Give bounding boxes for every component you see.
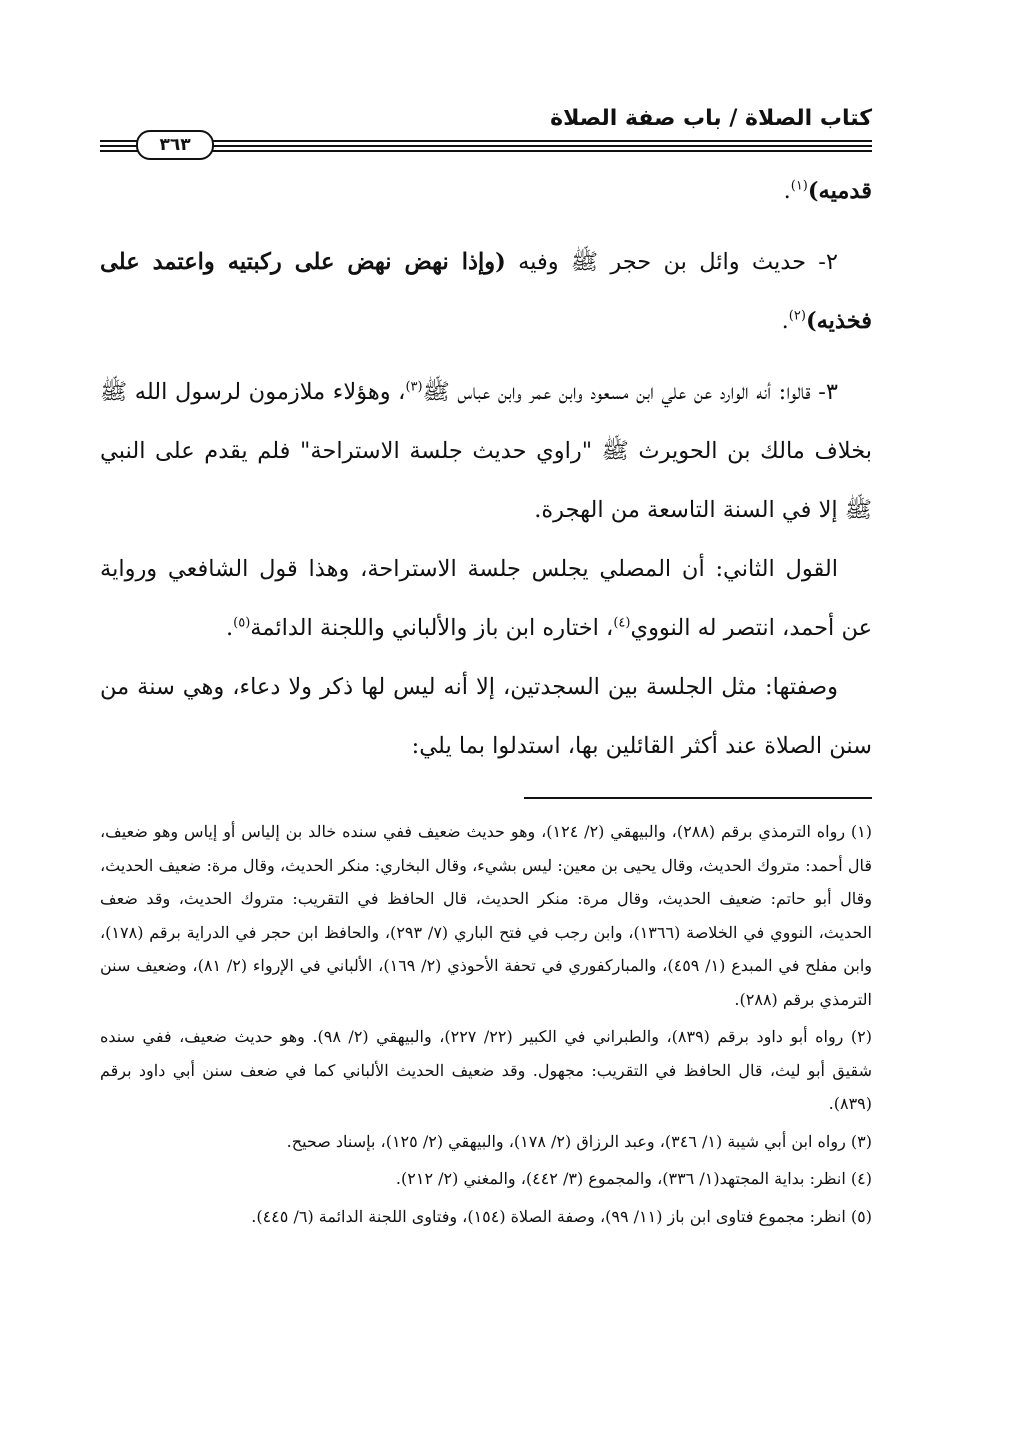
text-run: ، اختاره ابن باز والألباني واللجنة الدائمة	[250, 615, 614, 641]
main-text	[100, 162, 872, 776]
footnote-marker: (٥)	[233, 615, 251, 631]
text-run: ٣- قالوا: أنه الوارد عن علي ابن مسعود وابن عمر وابن عباس ﷺ	[422, 379, 838, 405]
text-run: ٢- حديث وائل بن حجر ﷺ وفيه	[505, 249, 839, 275]
footnote: (١) رواه الترمذي برقم (٢٨٨)، والبيهقي (٢/ ١٢٤)، وهو حديث ضعيف ففي سنده خالد بن إلياس أو إياس وهو ضعيف، قال أحمد: متروك الحديث، وقال يحيى بن معين: ليس بشيء، وقال البخاري: منكر الحديث، وقال مرة: ضعيف الحديث، وقال أبو حاتم: ضعيف الحديث، وقال مرة: منكر الحديث، قال الحافظ في التقريب: متروك الحديث، وقد ضعف الحديث، النووي في الخلاصة (١٣٦٦)، وابن رجب في فتح الباري (٧/ ٢٩٣)، والحافظ ابن حجر في الدراية برقم (١٧٨)، وابن مفلح في المبدع (١/ ٤٥٩)، والمباركفوري في تحفة الأحوذي (٢/ ١٦٩)، الألباني في الإرواء (٢/ ٨١)، وضعيف سنن الترمذي برقم (٢٨٨).	[100, 822, 873, 1009]
running-title: كتاب الصلاة / باب صفة الصلاة	[550, 106, 872, 131]
footnote-marker: (٣)	[405, 379, 423, 395]
page-number-badge	[136, 130, 214, 160]
text-run: وصفتها: مثل الجلسة بين السجدتين، إلا أنه ليس لها ذكر ولا دعاء، وهي سنة من سنن الصلاة عند أكثر القائلين بها، استدلوا بما يلي:	[100, 674, 872, 759]
hadith-text: قدميه)	[807, 178, 872, 204]
text-run: القول الثاني: أن المصلي يجلس جلسة الاستراحة، وهذا قول الشافعي ورواية عن أحمد، انتصر له النووي	[100, 556, 872, 641]
paragraph	[100, 540, 872, 658]
footnote-marker: (٤)	[613, 615, 631, 631]
paragraph	[100, 162, 872, 221]
footnote: (٥) انظر: مجموع فتاوى ابن باز (١١/ ٩٩)، وصفة الصلاة (١٥٤)، وفتاوى اللجنة الدائمة (٦/ ٤٤٥).	[251, 1206, 872, 1226]
page-header	[100, 100, 872, 156]
header-rule	[100, 145, 872, 147]
period: .	[781, 308, 789, 334]
footnote-marker: (٢)	[788, 308, 806, 324]
footnotes	[100, 815, 872, 1233]
footnote: (٤) انظر: بداية المجتهد(١/ ٣٣٦)، والمجموع (٣/ ٤٤٢)، والمغني (٢/ ٢١٢).	[395, 1169, 872, 1188]
paragraph	[100, 363, 872, 540]
paragraph	[100, 233, 872, 351]
page-number: ٣٦٣	[159, 135, 191, 155]
paragraph	[100, 658, 872, 776]
period: .	[225, 615, 234, 641]
footnote: (٣) رواه ابن أبي شيبة (١/ ٣٤٦)، وعبد الرزاق (٢/ ١٧٨)، والبيهقي (٢/ ١٢٥)، بإسناد صحيح.	[286, 1131, 872, 1151]
header-rule	[100, 140, 872, 142]
footnote: (٢) رواه أبو داود برقم (٨٣٩)، والطبراني في الكبير (٢٢/ ٢٢٧)، والبيهقي (٢/ ٩٨). وهو حديث ضعيف، ففي سنده شقيق أبو ليث، قال الحافظ في التقريب: مجهول. وقد ضعيف الحديث الألباني كما في ضعف سنن أبي داود برقم (٨٣٩).	[100, 1027, 872, 1113]
text-run: ، وهؤلاء ملازمون لرسول الله ﷺ بخلاف مالك بن الحويرث ﷺ "راوي حديث جلسة الاستراحة" فلم يقدم على النبي ﷺ إلا في السنة التاسعة من الهجرة.	[100, 379, 872, 523]
hadith-text: (وإذا نهض نهض على ركبتيه واعتمد على فخذيه)	[100, 249, 872, 334]
footnote-separator	[524, 797, 872, 799]
header-rule	[100, 150, 872, 152]
period: .	[783, 178, 791, 204]
footnote-marker: (١)	[790, 178, 808, 194]
